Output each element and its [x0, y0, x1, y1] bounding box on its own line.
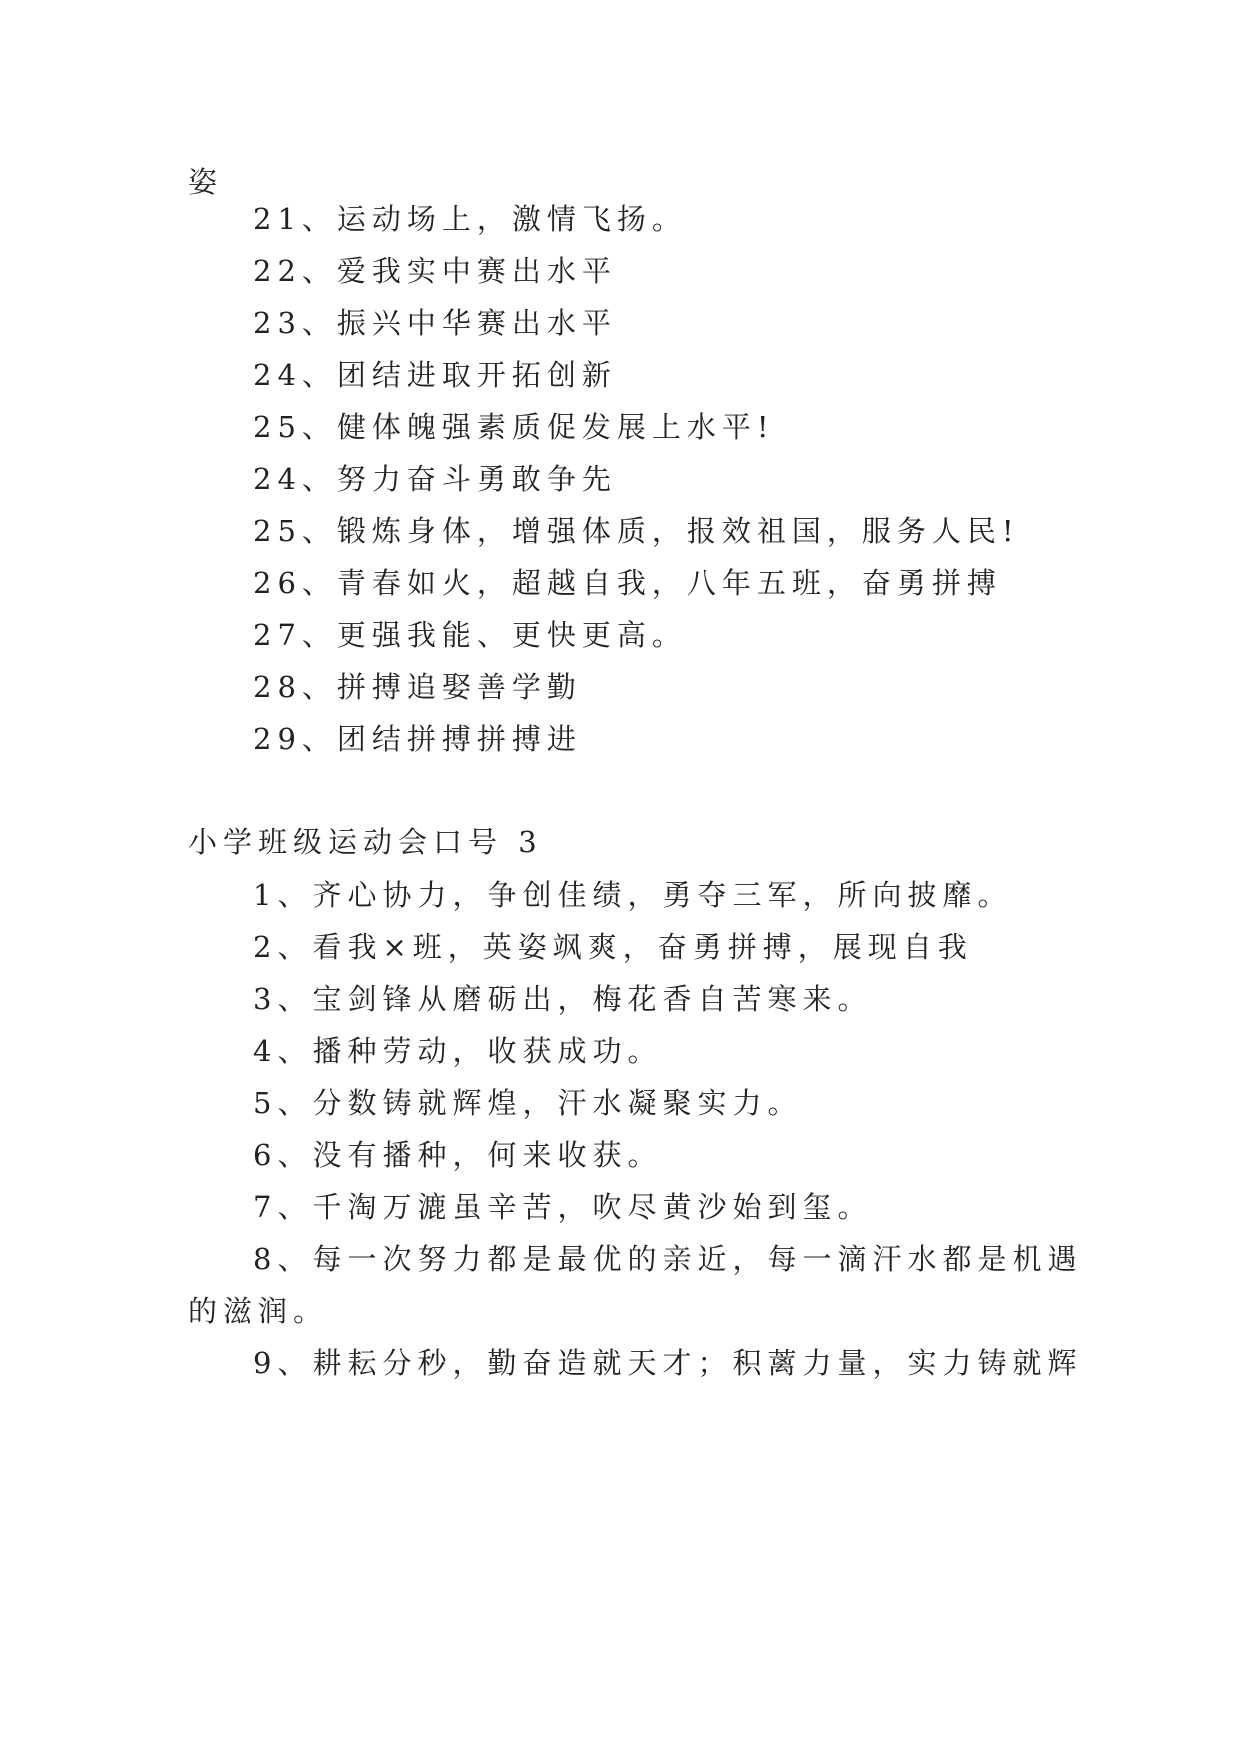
list-item: 22、爱我实中赛出水平 — [253, 254, 617, 288]
list-item: 7、千淘万漉虽辛苦，吹尽黄沙始到玺。 — [253, 1190, 873, 1224]
list-item: 6、没有播种，何来收获。 — [253, 1138, 663, 1172]
list-item: 3、宝剑锋从磨砺出，梅花香自苦寒来。 — [253, 982, 873, 1016]
list-item: 29、团结拼搏拼搏进 — [253, 722, 582, 756]
list-item: 25、锻炼身体，增强体质，报效祖国，服务人民! — [253, 514, 1020, 548]
list-item: 24、努力奋斗勇敢争先 — [253, 462, 617, 496]
list-item: 1、齐心协力，争创佳绩，勇夺三军，所向披靡。 — [253, 878, 1013, 912]
list-item: 21、运动场上，激情飞扬。 — [253, 202, 687, 236]
list-item: 9、耕耘分秒，勤奋造就天才；积蓠力量，实力铸就辉 — [253, 1346, 1083, 1380]
list-item: 8、每一次努力都是最优的亲近，每一滴汗水都是机遇 — [253, 1242, 1083, 1276]
list-item: 27、更强我能、更快更高。 — [253, 618, 687, 652]
section-title: 小学班级运动会口号 3 — [188, 825, 543, 859]
list-item: 5、分数铸就辉煌，汗水凝聚实力。 — [253, 1086, 803, 1120]
list-item: 25、健体魄强素质促发展上水平! — [253, 410, 775, 444]
list-item: 28、拼搏追娶善学勤 — [253, 670, 582, 704]
list-item-continuation: 的滋润。 — [188, 1294, 329, 1328]
list-item: 4、播种劳动，收获成功。 — [253, 1034, 663, 1068]
continuation-text: 姿 — [188, 165, 224, 199]
list-item: 23、振兴中华赛出水平 — [253, 306, 617, 340]
list-item: 26、青春如火，超越自我，八年五班，奋勇拼搏 — [253, 566, 1002, 600]
list-item: 24、团结进取开拓创新 — [253, 358, 617, 392]
list-item: 2、看我×班，英姿飒爽，奋勇拼搏，展现自我 — [253, 930, 973, 964]
